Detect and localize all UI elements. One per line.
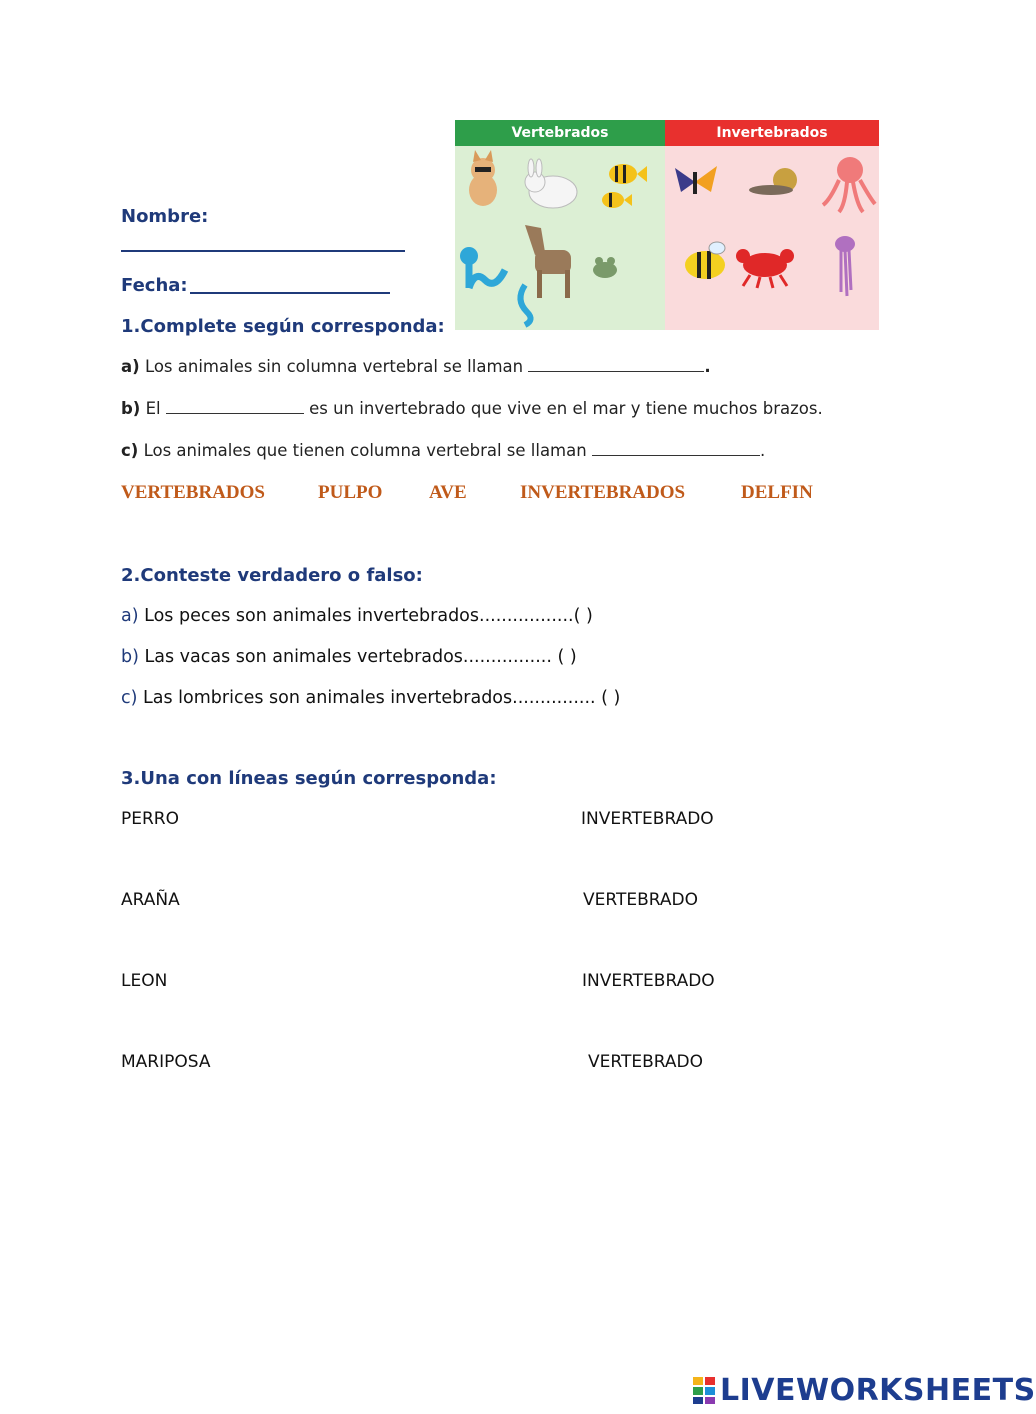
fecha-field[interactable]	[190, 292, 390, 294]
snail-icon	[749, 168, 797, 195]
frog-icon	[593, 257, 617, 278]
word-bank-item[interactable]: VERTEBRADOS	[121, 482, 265, 503]
item-text: El	[145, 399, 161, 418]
logo-icon	[693, 1375, 717, 1405]
match-left-item[interactable]: ARAÑA	[121, 890, 180, 910]
item-text[interactable]: Las vacas son animales vertebrados................ ( )	[144, 647, 577, 667]
logo-text: LIVEWORKSHEETS	[720, 1372, 1036, 1408]
seahorse-icon	[520, 285, 530, 325]
item-text[interactable]: Las lombrices son animales invertebrados............... ( )	[143, 688, 621, 708]
match-right-item[interactable]: VERTEBRADO	[588, 1052, 703, 1072]
section2-item-c	[121, 688, 620, 708]
item-text: Los animales que tienen columna vertebral se llaman	[143, 441, 587, 460]
match-right-item[interactable]: INVERTEBRADO	[581, 809, 714, 829]
vertebrados-header: Vertebrados	[455, 120, 665, 146]
cat-icon	[469, 150, 497, 206]
item-letter: b)	[121, 399, 141, 418]
snake-icon	[460, 247, 505, 288]
section2-item-a	[121, 606, 593, 626]
horse-icon	[525, 225, 571, 298]
section2-title: 2.Conteste verdadero o falso:	[121, 565, 423, 586]
item-text-after: .	[759, 441, 766, 460]
fecha-label: Fecha:	[121, 275, 188, 296]
item-letter: c)	[121, 441, 139, 460]
invertebrados-header: Invertebrados	[665, 120, 879, 146]
item-letter: c)	[121, 688, 138, 708]
section2-item-b	[121, 647, 577, 667]
item-text: Los animales sin columna vertebral se llaman	[144, 357, 524, 376]
item-text-after: es un invertebrado que vive en el mar y tiene muchos brazos.	[309, 399, 823, 418]
item-text-after: .	[704, 357, 711, 376]
match-left-item[interactable]: PERRO	[121, 809, 179, 829]
bee-icon	[685, 242, 725, 279]
item-letter: a)	[121, 606, 139, 626]
fish-icon	[602, 164, 647, 208]
nombre-label: Nombre:	[121, 206, 209, 227]
match-left-item[interactable]: MARIPOSA	[121, 1052, 211, 1072]
match-right-item[interactable]: INVERTEBRADO	[582, 971, 715, 991]
answer-blank-c[interactable]	[592, 441, 760, 456]
animals-drawing	[455, 120, 879, 330]
word-bank-item[interactable]: INVERTEBRADOS	[520, 482, 686, 503]
section1-title: 1.Complete según corresponda:	[121, 316, 445, 337]
butterfly-icon	[675, 166, 717, 194]
section1-item-c	[121, 441, 765, 460]
crab-icon	[736, 249, 794, 288]
octopus-icon	[823, 157, 875, 212]
section1-item-b	[121, 399, 823, 418]
item-letter: a)	[121, 357, 140, 376]
vertebrates-invertebrates-image	[455, 120, 879, 330]
liveworksheets-logo	[693, 1374, 1036, 1406]
rabbit-icon	[525, 159, 577, 208]
item-text[interactable]: Los peces son animales invertebrados.................( )	[144, 606, 593, 626]
answer-blank-b[interactable]	[166, 399, 304, 414]
jellyfish-icon	[835, 236, 855, 296]
match-right-item[interactable]: VERTEBRADO	[583, 890, 698, 910]
match-left-item[interactable]: LEON	[121, 971, 168, 991]
word-bank-item[interactable]: DELFIN	[741, 482, 813, 503]
item-letter: b)	[121, 647, 139, 667]
word-bank-item[interactable]: PULPO	[318, 482, 383, 503]
section3-title: 3.Una con líneas según corresponda:	[121, 768, 497, 789]
section1-item-a	[121, 357, 711, 376]
nombre-field[interactable]	[121, 250, 405, 252]
answer-blank-a[interactable]	[528, 357, 704, 372]
word-bank-item[interactable]: AVE	[429, 482, 467, 503]
